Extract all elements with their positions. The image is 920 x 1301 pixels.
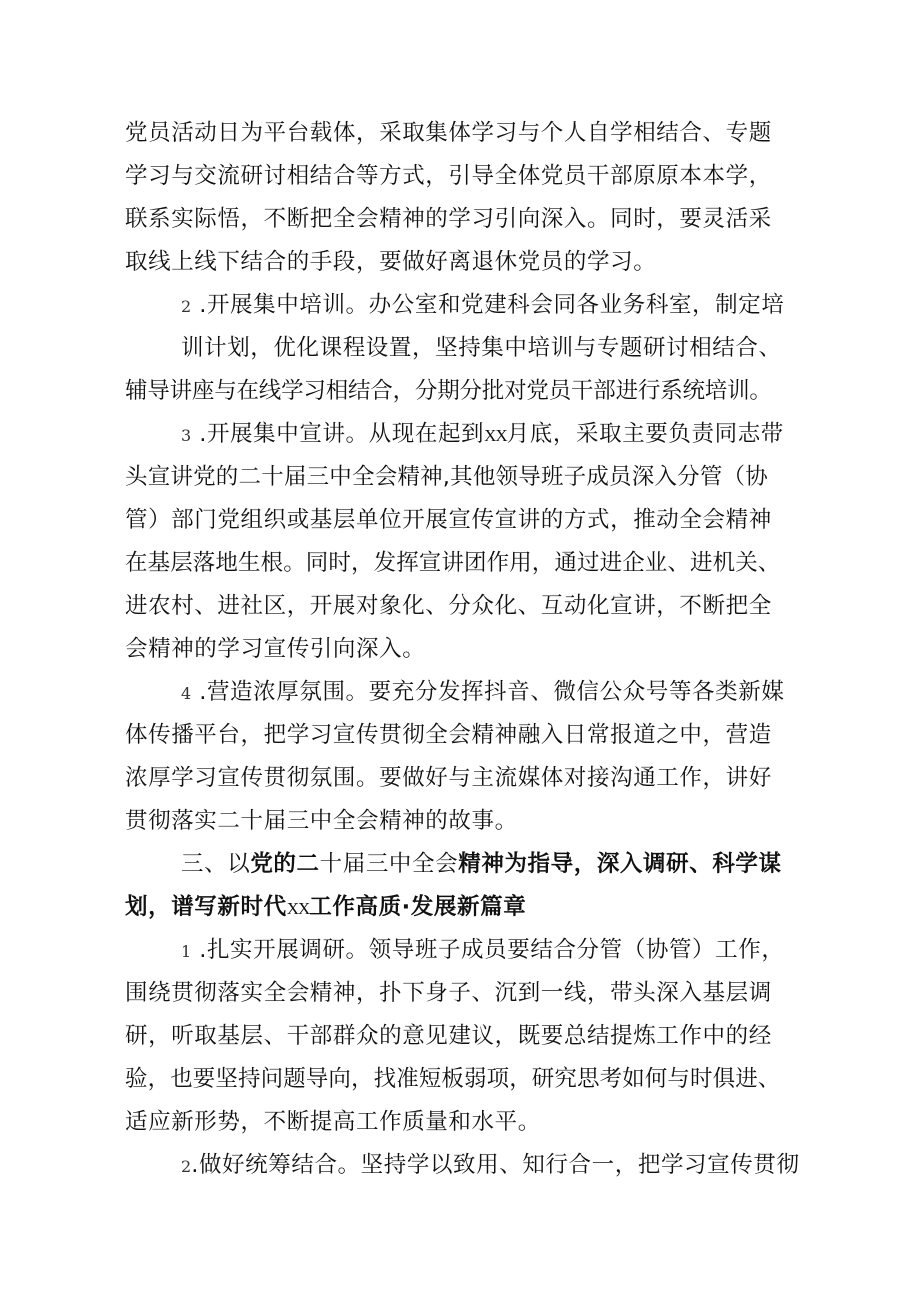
text-line: 围绕贯彻落实全会精神，扑下身子、沉到一线，带头深入基层调 bbox=[125, 980, 772, 1006]
text-line: 体传播平台，把学习宣传贯彻全会精神融入日常报道之中，营造 bbox=[125, 722, 772, 748]
text-span: .做好统筹结合。坚持学以致用、知行合一，把学习宣传贯彻 bbox=[191, 1152, 800, 1178]
text-line bbox=[125, 413, 790, 456]
heading-line bbox=[125, 886, 790, 929]
text-line: 取线上线下结合的手段，要做好离退休党员的学习。 bbox=[125, 249, 657, 275]
text-span: .开展集中培训。办公室和党建科会同各业务科室，制定培 bbox=[199, 292, 785, 318]
document-body bbox=[125, 112, 800, 1187]
text-line: 进农村、进社区，开展对象化、分众化、互动化宣讲，不断把全 bbox=[125, 593, 772, 619]
placeholder-xx: XX bbox=[484, 426, 507, 445]
placeholder-xx: XX bbox=[286, 899, 310, 918]
text-line bbox=[125, 1144, 800, 1187]
text-line: 党员活动日为平台载体，采取集体学习与个人自学相结合、专题 bbox=[125, 120, 772, 146]
section-heading-3 bbox=[125, 843, 790, 929]
paragraph-continuation bbox=[125, 112, 790, 284]
text-line: 研，听取基层、干部群众的意见建议，既要总结提炼工作中的经 bbox=[125, 1023, 772, 1049]
text-span: .开展集中宣讲。从现在起到 bbox=[199, 421, 485, 447]
paragraph-item-3-lecture bbox=[125, 413, 790, 671]
item-number: 3 bbox=[181, 426, 192, 445]
heading-span-bold: 划，谱写新时代 bbox=[125, 894, 287, 920]
heading-span-regular: 十届三中全会 bbox=[319, 851, 459, 877]
heading-span-regular: 三、以 bbox=[181, 851, 251, 877]
heading-span-bold: 党的二 bbox=[250, 851, 320, 877]
item-number: 4 bbox=[181, 684, 192, 703]
text-line: 验，也要坚持问题导向，找准短板弱项，研究思考如何与时俱进、 bbox=[125, 1066, 781, 1092]
text-line bbox=[125, 671, 790, 714]
text-line: 头宣讲党的二十届三中全会精神,其他领导班子成员深入分管（协 bbox=[125, 464, 768, 490]
text-line: 适应新形势，不断提高工作质量和水平。 bbox=[125, 1109, 541, 1135]
heading-span-bold: 精神为指导，深入调研、科学谋 bbox=[458, 851, 782, 877]
item-number: 2 bbox=[181, 1157, 192, 1176]
heading-span-bold: 工作高质·发展新篇章 bbox=[309, 894, 527, 920]
text-line: 浓厚学习宣传贯彻氛围。要做好与主流媒体对接沟通工作，讲好 bbox=[125, 765, 772, 791]
text-line: 贯彻落实二十届三中全会精神的故事。 bbox=[125, 808, 518, 834]
text-line bbox=[125, 284, 790, 327]
paragraph-s3-item-1-research bbox=[125, 929, 790, 1144]
text-line: 训计划，优化课程设置，坚持集中培训与专题研讨相结合、 bbox=[181, 335, 782, 361]
heading-line bbox=[125, 843, 790, 886]
text-span: .扎实开展调研。领导班子成员要结合分管（协管）工作， bbox=[199, 937, 785, 963]
text-line: 辅导讲座与在线学习相结合，分期分批对党员干部进行系统培训。 bbox=[125, 378, 772, 404]
text-line: 管）部门党组织或基层单位开展宣传宣讲的方式，推动全会精神 bbox=[125, 507, 772, 533]
paragraph-item-2-training bbox=[125, 284, 790, 413]
paragraph-s3-item-2-coordination bbox=[125, 1144, 800, 1187]
text-line: 在基层落地生根。同时，发挥宣讲团作用，通过进企业、进机关、 bbox=[125, 550, 781, 576]
item-number: 1 bbox=[181, 942, 192, 961]
item-number: 2 bbox=[181, 297, 192, 316]
text-span: .营造浓厚氛围。要充分发挥抖音、微信公众号等各类新媒 bbox=[199, 679, 785, 705]
text-line bbox=[125, 929, 790, 972]
paragraph-item-4-atmosphere bbox=[125, 671, 790, 843]
text-line: 会精神的学习宣传引向深入。 bbox=[125, 636, 426, 662]
text-span: 月底，采取主要负责同志带 bbox=[506, 421, 784, 447]
text-line: 学习与交流研讨相结合等方式，引导全体党员干部原原本本学， bbox=[125, 163, 772, 189]
text-line: 联系实际悟，不断把全会精神的学习引向深入。同时，要灵活采 bbox=[125, 206, 772, 232]
